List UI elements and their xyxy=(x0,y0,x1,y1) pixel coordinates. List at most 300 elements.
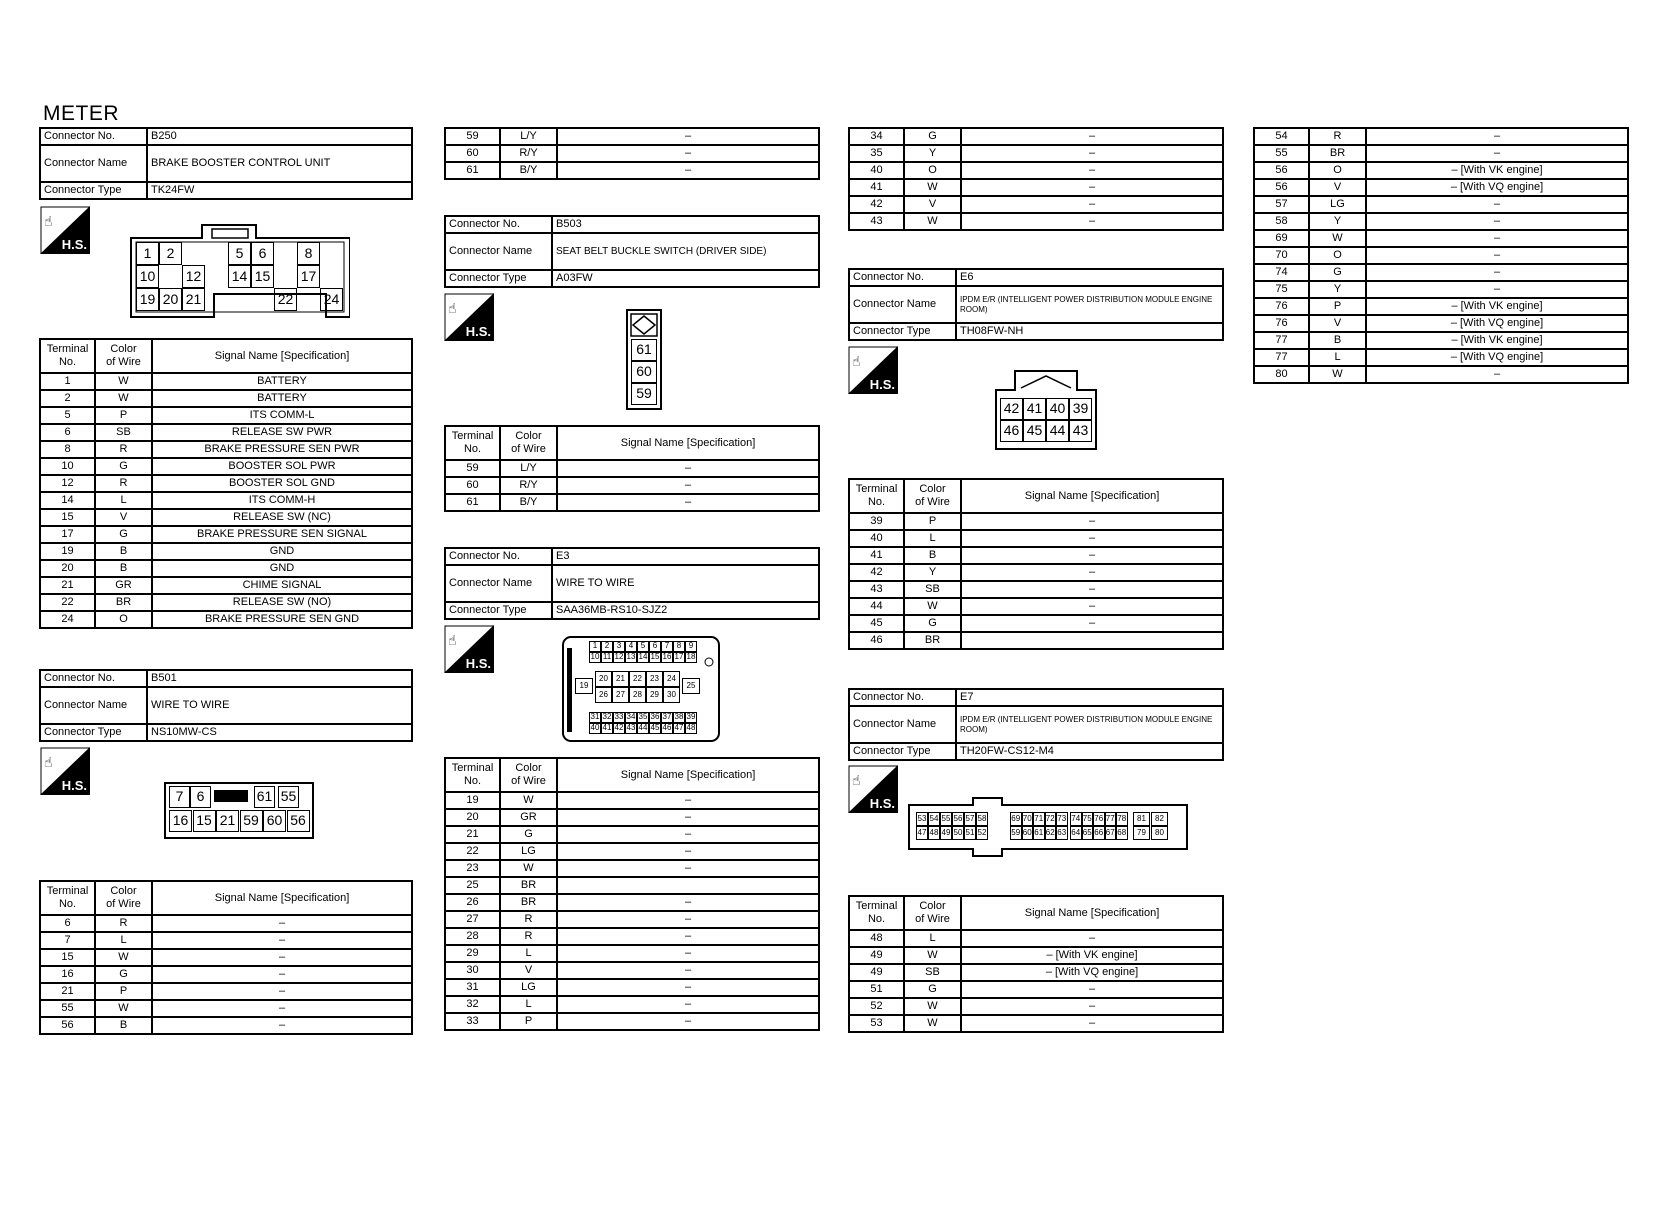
color-cell: P xyxy=(95,983,152,1000)
signal-cell: – xyxy=(961,598,1223,615)
connector-name-label: Connector Name xyxy=(445,233,552,270)
terminal-cell: 6 xyxy=(40,424,95,441)
connector-pin: 50 xyxy=(952,826,964,840)
signal-cell: BOOSTER SOL PWR xyxy=(152,458,412,475)
signal-cell: RELEASE SW (NC) xyxy=(152,509,412,526)
color-cell: W xyxy=(904,998,961,1015)
connector-pin: 16 xyxy=(662,652,672,661)
connector-pin: 39 xyxy=(1069,398,1092,420)
color-cell: BR xyxy=(1309,145,1366,162)
connector-no-label: Connector No. xyxy=(40,670,147,687)
color-cell: R/Y xyxy=(500,477,557,494)
signal-cell: – xyxy=(961,981,1223,998)
connector-name-value: WIRE TO WIRE xyxy=(552,565,819,602)
terminal-cell: 48 xyxy=(849,930,904,947)
connector-pin: 15 xyxy=(251,265,274,288)
connector-no-value: E6 xyxy=(956,269,1223,286)
table-row xyxy=(1254,366,1628,383)
connector-pin: 76 xyxy=(1093,812,1105,826)
table-row xyxy=(1254,264,1628,281)
table-row xyxy=(445,792,819,809)
color-header: Color of Wire xyxy=(95,339,152,373)
signal-cell: – xyxy=(1366,196,1628,213)
table-row xyxy=(1254,281,1628,298)
connector-pin: 24 xyxy=(320,288,343,311)
connector-pin: 66 xyxy=(1093,826,1105,840)
connector-pin: 22 xyxy=(274,288,297,311)
svg-text:☝: ☝ xyxy=(448,301,457,317)
hs-icon xyxy=(40,747,90,795)
table-row xyxy=(445,962,819,979)
connector-pin: 2 xyxy=(159,242,182,265)
color-cell: O xyxy=(1309,162,1366,179)
table-row xyxy=(445,460,819,477)
connector-pin: 45 xyxy=(1023,420,1046,442)
connector-no-label: Connector No. xyxy=(849,689,956,706)
b501-terminal-table xyxy=(39,880,413,1035)
connector-pin: 59 xyxy=(1010,826,1022,840)
color-cell: G xyxy=(500,826,557,843)
connector-pin: 60 xyxy=(1022,826,1034,840)
signal-cell: BRAKE PRESSURE SEN GND xyxy=(152,611,412,628)
connector-pin: 80 xyxy=(1151,826,1168,840)
connector-pin: 15 xyxy=(193,810,216,832)
table-row xyxy=(1254,179,1628,196)
color-cell: G xyxy=(904,128,961,145)
connector-pin: 12 xyxy=(182,265,205,288)
svg-text:☝: ☝ xyxy=(852,773,861,789)
table-row xyxy=(40,543,412,560)
connector-name-label: Connector Name xyxy=(40,145,147,182)
table-row xyxy=(849,632,1223,649)
table-row xyxy=(1254,349,1628,366)
signal-cell xyxy=(557,877,819,894)
connector-type-label: Connector Type xyxy=(445,270,552,287)
connector-pin: 14 xyxy=(638,652,648,661)
signal-cell: – xyxy=(152,1017,412,1034)
connector-pin: 77 xyxy=(1105,812,1117,826)
signal-cell: – xyxy=(1366,213,1628,230)
color-header: Color of Wire xyxy=(500,758,557,792)
connector-pin: 5 xyxy=(637,641,649,652)
terminal-cell: 77 xyxy=(1254,349,1309,366)
hs-icon xyxy=(444,625,494,673)
connector-pin: 44 xyxy=(1046,420,1069,442)
hs-label: H.S. xyxy=(465,324,491,339)
table-row xyxy=(849,998,1223,1015)
connector-pin: 3 xyxy=(613,641,625,652)
color-cell: R xyxy=(500,928,557,945)
table-row xyxy=(849,930,1223,947)
terminal-cell: 69 xyxy=(1254,230,1309,247)
color-cell: R xyxy=(1309,128,1366,145)
terminal-cell: 32 xyxy=(445,996,500,1013)
color-cell: L xyxy=(904,930,961,947)
color-cell: O xyxy=(95,611,152,628)
color-cell: P xyxy=(1309,298,1366,315)
connector-pin: 59 xyxy=(631,383,657,405)
terminal-cell: 39 xyxy=(849,513,904,530)
terminal-cell: 15 xyxy=(40,949,95,966)
e6-connector-diagram xyxy=(995,370,1097,450)
connector-name-value: BRAKE BOOSTER CONTROL UNIT xyxy=(147,145,412,182)
table-row xyxy=(40,1017,412,1034)
terminal-cell: 19 xyxy=(445,792,500,809)
connector-pin: 73 xyxy=(1056,812,1068,826)
connector-pin: 1 xyxy=(589,641,601,652)
terminal-cell: 8 xyxy=(40,441,95,458)
terminal-cell: 31 xyxy=(445,979,500,996)
connector-pin: 34 xyxy=(626,712,636,721)
connector-pin: 46 xyxy=(1000,420,1023,442)
connector-pin: 55 xyxy=(278,786,299,808)
terminal-header: Terminal No. xyxy=(849,896,904,930)
connector-type-value: TH20FW-CS12-M4 xyxy=(956,743,1223,760)
b250-info xyxy=(39,127,413,200)
color-cell: W xyxy=(95,1000,152,1017)
signal-cell: RELEASE SW PWR xyxy=(152,424,412,441)
color-cell: V xyxy=(1309,315,1366,332)
signal-cell: – xyxy=(961,162,1223,179)
table-row xyxy=(40,611,412,628)
hs-label: H.S. xyxy=(61,778,87,793)
table-row xyxy=(1254,162,1628,179)
e6-terminal-table xyxy=(848,478,1224,650)
connector-pin: 79 xyxy=(1133,826,1150,840)
table-row xyxy=(445,1013,819,1030)
terminal-cell: 41 xyxy=(849,547,904,564)
hs-label: H.S. xyxy=(61,237,87,252)
terminal-cell: 60 xyxy=(445,477,500,494)
table-row xyxy=(445,128,819,145)
connector-pin: 32 xyxy=(602,712,612,721)
connector-pin: 64 xyxy=(1070,826,1082,840)
signal-cell: – xyxy=(557,979,819,996)
connector-pin: 48 xyxy=(686,723,696,732)
terminal-cell: 28 xyxy=(445,928,500,945)
key-block xyxy=(214,790,248,802)
connector-pin: 51 xyxy=(964,826,976,840)
signal-cell: – xyxy=(557,792,819,809)
table-row xyxy=(40,509,412,526)
connector-pin: 16 xyxy=(169,810,192,832)
signal-cell: – xyxy=(557,843,819,860)
connector-pin: 63 xyxy=(1056,826,1068,840)
color-cell: L xyxy=(95,492,152,509)
signal-cell: – xyxy=(961,615,1223,632)
color-cell: W xyxy=(904,213,961,230)
terminal-header: Terminal No. xyxy=(445,426,500,460)
color-cell: L xyxy=(95,932,152,949)
connector-pin: 36 xyxy=(650,712,660,721)
table-row xyxy=(445,843,819,860)
color-cell: LG xyxy=(500,843,557,860)
color-cell: R xyxy=(95,441,152,458)
signal-cell: – xyxy=(961,179,1223,196)
signal-cell: – xyxy=(557,145,819,162)
table-row xyxy=(445,894,819,911)
e7-terminal-table xyxy=(848,895,1224,1033)
signal-cell: – xyxy=(1366,145,1628,162)
signal-cell: CHIME SIGNAL xyxy=(152,577,412,594)
table-row xyxy=(40,390,412,407)
signal-cell: – xyxy=(961,513,1223,530)
table-row xyxy=(1254,145,1628,162)
connector-pin: 47 xyxy=(674,723,684,732)
table-row xyxy=(40,407,412,424)
color-cell: V xyxy=(500,962,557,979)
color-cell: V xyxy=(95,509,152,526)
table-row xyxy=(849,530,1223,547)
color-cell: W xyxy=(904,1015,961,1032)
connector-pin: 59 xyxy=(240,810,263,832)
connector-type-value: NS10MW-CS xyxy=(147,724,412,741)
connector-pin: 49 xyxy=(940,826,952,840)
signal-cell xyxy=(961,632,1223,649)
connector-name-value: WIRE TO WIRE xyxy=(147,687,412,724)
terminal-header: Terminal No. xyxy=(445,758,500,792)
color-cell: L xyxy=(500,996,557,1013)
connector-name-label: Connector Name xyxy=(445,565,552,602)
color-cell: R xyxy=(95,915,152,932)
col3-continued-table xyxy=(848,127,1224,231)
signal-cell: – xyxy=(557,826,819,843)
connector-type-value: TK24FW xyxy=(147,182,412,199)
terminal-cell: 22 xyxy=(40,594,95,611)
signal-cell: – xyxy=(961,581,1223,598)
table-row xyxy=(849,964,1223,981)
terminal-cell: 45 xyxy=(849,615,904,632)
terminal-cell: 76 xyxy=(1254,315,1309,332)
terminal-cell: 21 xyxy=(40,983,95,1000)
connector-no-label: Connector No. xyxy=(445,216,552,233)
terminal-cell: 76 xyxy=(1254,298,1309,315)
terminal-cell: 23 xyxy=(445,860,500,877)
table-row xyxy=(445,877,819,894)
terminal-cell: 52 xyxy=(849,998,904,1015)
connector-pin: 41 xyxy=(602,723,612,732)
table-row xyxy=(849,615,1223,632)
connector-pin: 26 xyxy=(595,687,612,703)
signal-cell: – xyxy=(557,945,819,962)
terminal-cell: 25 xyxy=(445,877,500,894)
connector-name-value: SEAT BELT BUCKLE SWITCH (DRIVER SIDE) xyxy=(552,233,819,270)
terminal-cell: 61 xyxy=(445,162,500,179)
color-cell: Y xyxy=(1309,213,1366,230)
connector-name-label: Connector Name xyxy=(849,706,956,743)
color-cell: GR xyxy=(95,577,152,594)
color-cell: B/Y xyxy=(500,162,557,179)
signal-cell: – xyxy=(961,1015,1223,1032)
table-row xyxy=(445,809,819,826)
signal-header: Signal Name [Specification] xyxy=(961,479,1223,513)
connector-pin: 25 xyxy=(682,678,700,694)
connector-type-label: Connector Type xyxy=(40,724,147,741)
terminal-cell: 53 xyxy=(849,1015,904,1032)
hs-label: H.S. xyxy=(869,796,895,811)
signal-cell: RELEASE SW (NO) xyxy=(152,594,412,611)
connector-pin: 53 xyxy=(916,812,928,826)
connector-pin: 60 xyxy=(631,361,657,383)
connector-pin: 74 xyxy=(1070,812,1082,826)
connector-pin: 56 xyxy=(952,812,964,826)
signal-cell: – xyxy=(557,1013,819,1030)
signal-header: Signal Name [Specification] xyxy=(152,881,412,915)
color-cell: Y xyxy=(1309,281,1366,298)
connector-pin: 35 xyxy=(638,712,648,721)
table-row xyxy=(1254,230,1628,247)
connector-pin: 30 xyxy=(663,687,680,703)
connector-pin: 8 xyxy=(297,242,320,265)
signal-cell: – xyxy=(557,928,819,945)
connector-pin: 31 xyxy=(590,712,600,721)
terminal-cell: 46 xyxy=(849,632,904,649)
signal-header: Signal Name [Specification] xyxy=(557,426,819,460)
terminal-cell: 43 xyxy=(849,581,904,598)
terminal-cell: 80 xyxy=(1254,366,1309,383)
b501-info xyxy=(39,669,413,742)
hs-icon xyxy=(444,293,494,341)
color-cell: P xyxy=(904,513,961,530)
connector-pin: 21 xyxy=(612,671,629,687)
color-cell: O xyxy=(1309,247,1366,264)
connector-no-value: B501 xyxy=(147,670,412,687)
terminal-cell: 70 xyxy=(1254,247,1309,264)
table-row xyxy=(849,564,1223,581)
table-row xyxy=(445,477,819,494)
connector-pin: 33 xyxy=(614,712,624,721)
signal-cell: – xyxy=(1366,128,1628,145)
table-row xyxy=(445,945,819,962)
table-row xyxy=(1254,298,1628,315)
connector-type-value: A03FW xyxy=(552,270,819,287)
color-cell: P xyxy=(500,1013,557,1030)
connector-pin: 61 xyxy=(1033,826,1045,840)
terminal-cell: 10 xyxy=(40,458,95,475)
table-row xyxy=(1254,315,1628,332)
svg-text:☝: ☝ xyxy=(852,354,861,370)
signal-cell: – xyxy=(1366,264,1628,281)
color-cell: W xyxy=(904,179,961,196)
connector-pin: 67 xyxy=(1105,826,1117,840)
color-cell: R xyxy=(95,475,152,492)
connector-pin: 2 xyxy=(601,641,613,652)
connector-pin: 5 xyxy=(228,242,251,265)
terminal-cell: 34 xyxy=(849,128,904,145)
table-row xyxy=(849,196,1223,213)
terminal-cell: 20 xyxy=(445,809,500,826)
connector-pin: 65 xyxy=(1082,826,1094,840)
e3-info xyxy=(444,547,820,620)
connector-pin: 54 xyxy=(928,812,940,826)
connector-type-label: Connector Type xyxy=(849,323,956,340)
signal-cell: – xyxy=(557,894,819,911)
connector-pin: 46 xyxy=(662,723,672,732)
terminal-cell: 16 xyxy=(40,966,95,983)
color-cell: G xyxy=(95,458,152,475)
b250-connector-diagram xyxy=(130,222,350,319)
connector-type-label: Connector Type xyxy=(849,743,956,760)
terminal-cell: 51 xyxy=(849,981,904,998)
color-header: Color of Wire xyxy=(95,881,152,915)
table-row xyxy=(1254,128,1628,145)
color-cell: B/Y xyxy=(500,494,557,511)
color-cell: B xyxy=(904,547,961,564)
terminal-cell: 29 xyxy=(445,945,500,962)
table-row xyxy=(40,932,412,949)
terminal-cell: 55 xyxy=(40,1000,95,1017)
connector-pin: 20 xyxy=(595,671,612,687)
color-cell: SB xyxy=(904,964,961,981)
table-row xyxy=(1254,332,1628,349)
b503-connector-diagram xyxy=(626,309,662,410)
col2-continued-table xyxy=(444,127,820,180)
connector-name-label: Connector Name xyxy=(849,286,956,323)
color-cell: G xyxy=(1309,264,1366,281)
signal-cell: – xyxy=(961,564,1223,581)
table-row xyxy=(40,1000,412,1017)
signal-cell: – xyxy=(961,998,1223,1015)
connector-name-value: IPDM E/R (INTELLIGENT POWER DISTRIBUTION MODULE ENGINE ROOM) xyxy=(956,286,1223,323)
connector-pin: 60 xyxy=(263,810,286,832)
connector-pin: 8 xyxy=(673,641,685,652)
table-row xyxy=(445,860,819,877)
table-row xyxy=(40,560,412,577)
table-row xyxy=(445,996,819,1013)
signal-cell: – xyxy=(152,1000,412,1017)
connector-pin: 37 xyxy=(662,712,672,721)
terminal-cell: 14 xyxy=(40,492,95,509)
table-row xyxy=(445,928,819,945)
connector-pin: 15 xyxy=(650,652,660,661)
svg-text:☝: ☝ xyxy=(44,214,53,230)
terminal-cell: 75 xyxy=(1254,281,1309,298)
signal-cell: – xyxy=(557,911,819,928)
connector-pin: 43 xyxy=(626,723,636,732)
connector-pin: 23 xyxy=(646,671,663,687)
table-row xyxy=(40,577,412,594)
connector-type-label: Connector Type xyxy=(445,602,552,619)
connector-pin: 57 xyxy=(964,812,976,826)
color-cell: BR xyxy=(904,632,961,649)
b503-terminal-table xyxy=(444,425,820,512)
connector-pin: 17 xyxy=(297,265,320,288)
e6-info xyxy=(848,268,1224,341)
signal-cell: – xyxy=(152,949,412,966)
color-cell: W xyxy=(95,949,152,966)
terminal-cell: 56 xyxy=(1254,179,1309,196)
color-cell: BR xyxy=(500,877,557,894)
signal-cell: – xyxy=(557,809,819,826)
connector-pin: 56 xyxy=(287,810,310,832)
connector-pin: 40 xyxy=(1046,398,1069,420)
b501-connector-diagram xyxy=(164,782,314,839)
connector-pin: 61 xyxy=(254,786,275,808)
connector-pin: 44 xyxy=(638,723,648,732)
signal-cell: – xyxy=(961,196,1223,213)
connector-pin: 4 xyxy=(625,641,637,652)
table-row xyxy=(849,145,1223,162)
connector-pin: 18 xyxy=(686,652,696,661)
connector-no-value: E7 xyxy=(956,689,1223,706)
connector-pin: 24 xyxy=(663,671,680,687)
table-row xyxy=(445,162,819,179)
color-cell: B xyxy=(95,560,152,577)
table-row xyxy=(40,424,412,441)
connector-pin: 22 xyxy=(629,671,646,687)
connector-pin: 40 xyxy=(590,723,600,732)
table-row xyxy=(849,513,1223,530)
